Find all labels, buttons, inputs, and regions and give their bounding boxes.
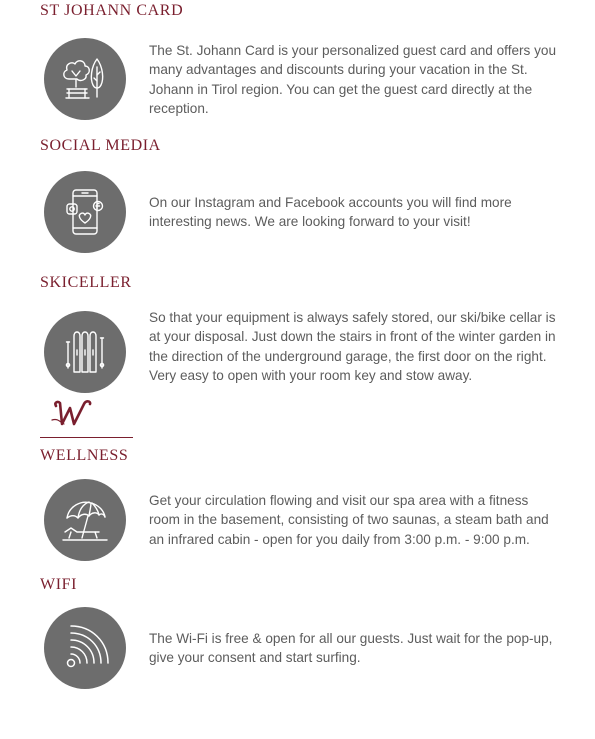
w-monogram-logo — [50, 398, 94, 432]
park-trees-bench-icon — [44, 38, 126, 120]
heading-social-media: SOCIAL MEDIA — [40, 137, 161, 154]
heading-wifi: WIFI — [40, 576, 78, 593]
skis-icon — [44, 311, 126, 393]
social-media-description: On our Instagram and Facebook accounts you will find more interesting news. We are looking forward to your visit! — [149, 195, 512, 230]
wifi-icon — [44, 607, 126, 689]
st-johann-card-description: The St. Johann Card is your personalized guest card and offers you many advantages and discounts during your vacation in the St. Johann in Tirol region. You can get the guest card directly at the reception. — [149, 43, 557, 116]
heading-st-johann-card: ST JOHANN CARD — [40, 2, 184, 19]
wellness-description: Get your circulation flowing and visit our spa area with a fitness room in the basement, consisting of two saunas, a steam bath and an infrared cabin - open for you daily from 3:00 p.m. - 9:00 p.m. — [149, 493, 549, 547]
parasol-lounger-icon — [44, 479, 126, 561]
wifi-description: The Wi-Fi is free & open for all our guests. Just wait for the pop-up, give your consent and start surfing. — [149, 631, 553, 666]
heading-wellness: WELLNESS — [40, 447, 129, 464]
hotel-logo — [50, 398, 94, 437]
heading-skiceller: SKICELLER — [40, 274, 132, 291]
skiceller-description: So that your equipment is always safely stored, our ski/bike cellar is at your disposal. Just down the stairs in front of the winter garden in the direction of the underground garage, the first door on the right. Very easy to open with your room key and stow away. — [149, 310, 556, 383]
smartphone-social-icon — [44, 171, 126, 253]
section-divider — [40, 437, 133, 438]
